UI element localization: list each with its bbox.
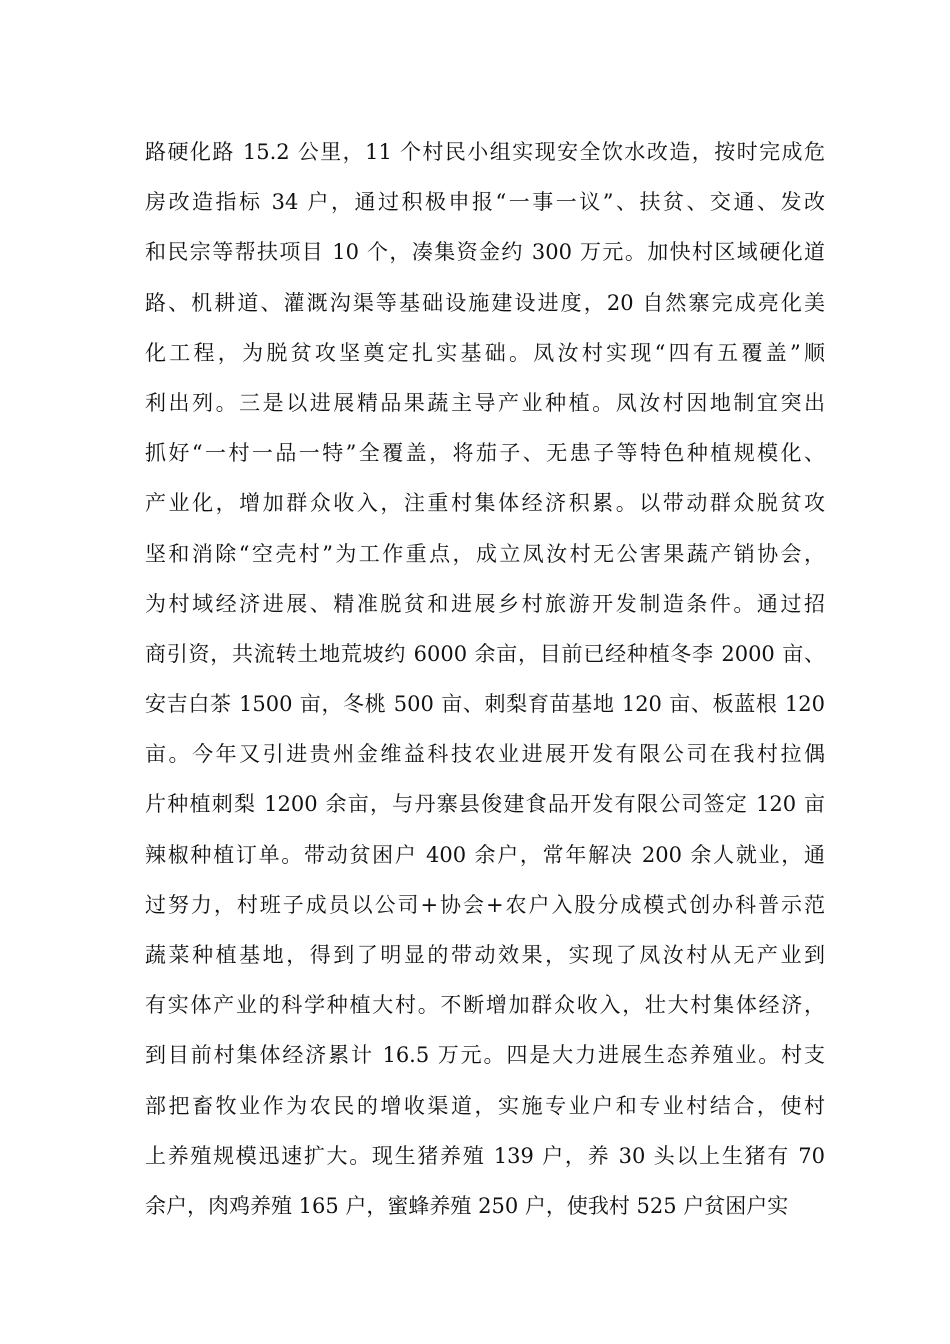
text-line: 过努力，村班子成员以公司+协会+农户入股分成模式创办科普示范 (145, 892, 825, 917)
text-line: 路硬化路 15.2 公里，11 个村民小组实现安全饮水改造，按时完成危 (145, 140, 825, 164)
text-line: 安吉白茶 1500 亩，冬桃 500 亩、刺梨育苗基地 120 亩、板蓝根 120 (145, 692, 825, 717)
text-line: 产业化，增加群众收入，注重村集体经济积累。以带动群众脱贫攻 (145, 491, 825, 516)
text-line: 房改造指标 34 户，通过积极申报“一事一议”、扶贫、交通、发改 (145, 190, 825, 215)
text-line: 路、机耕道、灌溉沟渠等基础设施建设进度，20 自然寨完成亮化美 (145, 290, 825, 315)
text-line: 蔬菜种植基地，得到了明显的带动效果，实现了凤汝村从无产业到 (145, 943, 825, 967)
body-text (145, 127, 825, 1231)
text-line: 部把畜牧业作为农民的增收渠道，实施专业户和专业村结合，使村 (145, 1093, 825, 1118)
text-line: 上养殖规模迅速扩大。现生猪养殖 139 户，养 30 头以上生猪有 70 (145, 1143, 825, 1168)
text-line: 有实体产业的科学种植大村。不断增加群众收入，壮大村集体经济， (145, 993, 825, 1018)
text-line: 利出列。三是以进展精品果蔬主导产业种植。凤汝村因地制宜突出 (145, 390, 825, 415)
text-line: 商引资，共流转土地荒坡约 6000 余亩，目前已经种植冬李 2000 亩、 (145, 641, 825, 666)
text-line: 和民宗等帮扶项目 10 个，凑集资金约 300 万元。加快村区域硬化道 (145, 240, 825, 265)
text-line: 抓好“一村一品一特”全覆盖，将茄子、无患子等特色种植规模化、 (145, 441, 825, 466)
text-line: 化工程，为脱贫攻坚奠定扎实基础。凤汝村实现“四有五覆盖”顺 (145, 340, 825, 365)
text-line: 坚和消除“空壳村”为工作重点，成立凤汝村无公害果蔬产销协会， (145, 541, 825, 566)
text-line: 余户，肉鸡养殖 165 户，蜜蜂养殖 250 户，使我村 525 户贫困户实 (145, 1193, 789, 1218)
text-line: 到目前村集体经济累计 16.5 万元。四是大力进展生态养殖业。村支 (145, 1043, 825, 1068)
text-line: 亩。今年又引进贵州金维益科技农业进展开发有限公司在我村拉偶 (145, 742, 825, 767)
text-line: 辣椒种植订单。带动贫困户 400 余户，常年解决 200 余人就业，通 (145, 842, 825, 867)
text-line: 片种植刺梨 1200 余亩，与丹寨县俊建食品开发有限公司签定 120 亩 (145, 792, 825, 817)
text-line: 为村域经济进展、精准脱贫和进展乡村旅游开发制造条件。通过招 (145, 591, 825, 616)
